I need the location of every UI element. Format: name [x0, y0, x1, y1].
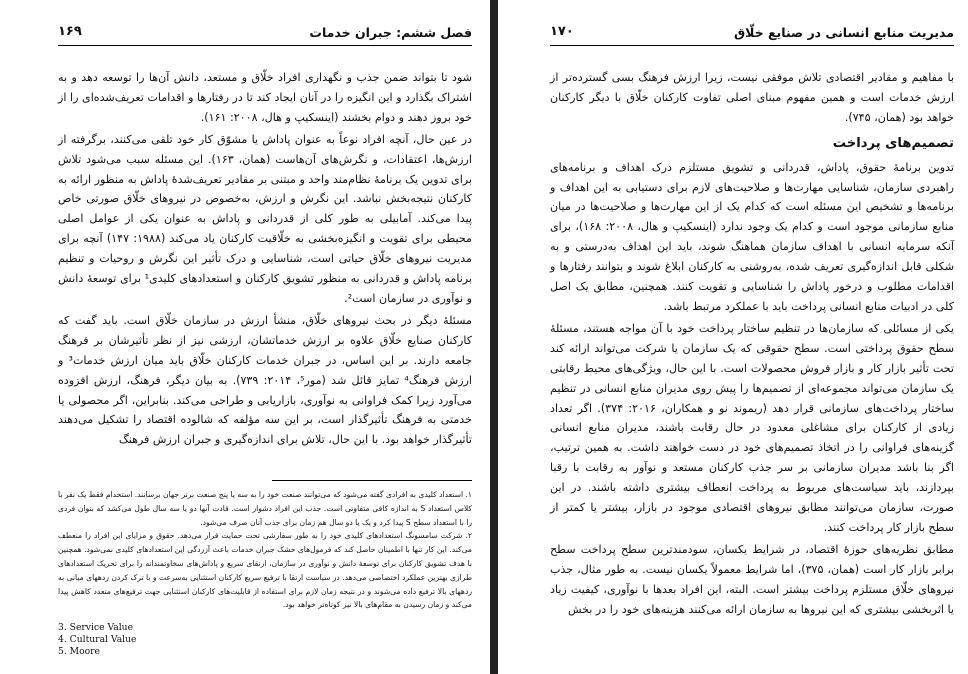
footnotes [58, 488, 472, 612]
footnote-separator [272, 480, 472, 481]
left-body-text [58, 68, 472, 452]
latin-footnotes [58, 622, 136, 657]
right-page [498, 0, 968, 674]
left-page-header [58, 22, 472, 44]
left-chapter-title: فصل ششم: جبران خدمات [309, 25, 472, 40]
footnote: ۱. استعداد کلیدی به افرادی گفته می‌شود که می‌توانند صنعت خود را به سه یا پنج صنعت برتر جهان برسانند. استخدام فقط یک نفر با کلاس استعداد S به اندازه کافی متفاوتی است. جذب این افراد دشوار است. قادت آنها دو یا سه سال طول می‌کشد که بتوان فردی را با استعداد سطح S پیدا کرد و یک یا دو سال هم زمان برای جذب آنان صرف می‌شود. [58, 490, 472, 527]
left-header-rule [58, 45, 472, 46]
section-heading: تصمیم‌های پرداخت [832, 135, 954, 151]
footnote: ۲. شرکت سامسونگ استعدادهای کلیدی خود را به طور سفارشی تحت حمایت قرار می‌دهد. حقوق و مزایای این افراد را منعطف می‌کند. این کار تنها با اطمینان حاصل کند که فرمول‌های خشک جبران خدمات باعث آزردگی این استعدادهای کلیدی نمی‌شود. همچنین با هدف تشویق کارکنان برای توسعهٔ دانش و نوآوری در سازمان، ارتقای سریع و پاداش‌های سخاوتمندانه را برای تحریک استعدادهای طرازی بهترین عملکرد اختصاصی می‌دهد. در سیاست ارتقا با ترفیع سریع کارکنان استثنایی به‌سرعت و با ترک کردن ردههای میانی به ردههای بالا ترفیع داده می‌شوند و در نتیجه زمان لازم برای استفاده از قابلیت‌های کارکنان استثنایی جهت ترفیع‌های متعدد کاهش پیدا می‌کند و زمان رسیدن به مقام‌های بالا نیز کوتاه‌تر خواهد بود. [58, 531, 472, 610]
right-body-text [550, 68, 954, 621]
right-paragraph: یکی از مسائلی که سازمان‌ها در تنظیم ساختار پرداخت خود با آن مواجه هستند، مسئلهٔ سطح حقوق پرداختی است. سطح حقوقی که یک سازمان یا شرکت می‌تواند ارائه کند تحت تأثیر بازار کار و بازار فروش محصولات است. با این حال، ویژگی‌های محیط رقابتی یک سازمان می‌تواند مجموعه‌ای از تصمیم‌ها را پیش روی مدیران منابع انسانی در تنظیم ساختار پرداخت‌های سازمانی قرار دهد (ریموند نو و همکاران، ۲۰۱۶: ۳۷۴). اگر تعداد زیادی از کارکنان برای مشاغلی معدود در حال رقابت باشند، مدیران منابع انسانی گزینه‌های فراوانی را در اتخاذ تصمیم‌های خود در دست خواهند داشت. به همین ترتیب، اگر بنا باشد مدیران سازمانی بر سر جذب کارکنان مستعد و نوآور به رقابت با رقبا بپردازند، باید سیاست‌های مربوط به پرداخت انعطاف بیشتری داشته باشند. در این صورت، سازمان می‌توانند مطابق نیروهای اقتصادی موجود در بازار، بیشتر یا کمتر از سطح بازار کار پرداخت کنند. [550, 321, 954, 534]
right-book-title: مدیریت منابع انسانی در صنایع خلّاق [733, 25, 954, 40]
latin-footnote: 3. Service Value [58, 622, 134, 633]
latin-footnote: 5. Moore [58, 645, 100, 657]
book-gutter [490, 0, 498, 674]
left-page-number: ۱۶۹ [58, 24, 82, 39]
left-paragraph: در عین حال، آنچه افراد نوعاً به عنوان پاداش یا مشوّق کار خود تلقی می‌کنند، برگرفته از ارزش‌ها، اعتقادات، و نگرش‌های آن‌هاست (همان، ۱۶۳). این مسئله سبب می‌شود تلاش برای تدوین یک برنامهٔ نظام‌مند واحد و مبتنی بر مقادیر تعریف‌شدهٔ پاداش به منظور ارائه به کارکنان نتیجه‌بخش نباشد. این نگرش و ارزش، به‌خصوص در نیروهای خلّاق صورتی خاص پیدا می‌کند. آمابیلی به طور کلی از قدردانی و پاداش به عنوان یکی از عوامل اصلی محیطی برای تقویت و انگیزه‌بخشی به خلّاقیت کارکنان یاد می‌کند (۱۹۸۸: ۱۴۷) آنچه برای مدیریت نیروهای خلّاق حیاتی است، شناسایی و درک تأثیر این نگرش و روحیات و تنظیم برنامه پاداش و قدردانی به منظور تشویق کارکنان و استعدادهای کلیدی¹ برای توسعهٔ دانش و نوآوری در سازمان است². [57, 132, 472, 305]
right-page-number: ۱۷۰ [550, 24, 574, 39]
right-paragraph: مطابق نظریه‌های حوزهٔ اقتصاد، در شرایط یکسان، سودمندترین سطح پرداخت سطح برابر بازار کار است (همان، ۳۷۵)، اما شرایط معمولاً یکسان نیست. به طور مثال، جذب نیروهای خلّاق مستلزم پرداخت بیشتر است. البته، این افراد بعدها با نوآوری، کیفیت زیاد یا اثربخشی بیشتری که این نیروها به سازمان ارائه می‌کنند هزینه‌های خود را در بخش [550, 542, 954, 616]
latin-footnote: 4. Cultural Value [58, 633, 137, 645]
left-paragraph: مسئلهٔ دیگر در بحث نیروهای خلّاق، منشأ ارزش در سازمان خلّاق است. باید گفت که کارکنان صنایع خلّاق علاوه بر ارزش خدماتشان، ارزشی نیز از نظر تأثیرشان بر فرهنگ جامعه دارند. بر این اساس، در جبران خدمات کارکنان خلّاق باید میان ارزش خدمات³ و ارزش فرهنگ⁴ تمایز قائل شد (مور⁵، ۲۰۱۴: ۷۳۹). به بیان دیگر، فرهنگ، ارزش افزوده می‌آورد زیرا کمک فراوانی به نوآوری، بازاریابی و طراحی می‌کند. بنابراین، اگر محصولی یا خدمتی به فرهنگ تأثیرگذار است، بر این سه مؤلفه که شالوده اقتصاد را تشکیل می‌دهند تأثیرگذار خواهد بود. با این حال، تلاش برای اندازه‌گیری و جبران ارزش فرهنگ [58, 313, 472, 447]
left-paragraph: شود تا بتواند ضمن جذب و نگهداری افراد خلّاق و مستعد، دانش آن‌ها را توسعه دهد و به اشتراک بگذارد و این انگیزه را در آنان ایجاد کند تا در رفتارها و اقدامات تعریف‌شده‌ای را از خود بروز دهند و دوام بخشند (اینسکیپ و هال، ۲۰۰۸: ۱۶۱). [58, 71, 472, 124]
right-page-header [550, 22, 954, 44]
right-header-rule [550, 45, 954, 46]
right-paragraph: تدوین برنامهٔ حقوق، پاداش، قدردانی و تشویق مستلزم درک اهداف و برنامه‌های راهبردی سازمان، شناسایی مهارت‌ها و صلاحیت‌های لازم برای دستیابی به این اهداف و برنامه‌ها و تشخیص این مسئله است که کدام یک از این مهارت‌ها و صلاحیت‌ها در میان منابع سازمانی موجود است و کدام یک وجود ندارد (اینسکیپ و هال، ۲۰۰۸: ۱۶۸)، برای آنکه سرمایه انسانی با اهداف سازمان هماهنگ شوند، باید این اهداف به‌درستی و به شکلی قابل اندازه‌گیری تعریف شده، به‌روشنی به کارکنان ابلاغ شوند و بتوانند رفتارها و اقدامات مطلوب و درخور پاداش را شناسایی و تقویت کنند. همچنین، مطابق یک اصل کلی در ادبیات منابع انسانی پرداخت باید با عملکرد مرتبط باشد. [550, 160, 954, 313]
right-paragraph: با مفاهیم و مقادیر اقتصادی تلاش موفقی نیست، زیرا ارزش فرهنگ بسی گسترده‌تر از ارزش خدمات است و همین مفهوم مبنای اصلی تفاوت کارکنان خلّاق با دیگر کارکنان خواهد بود (همان، ۷۴۵). [550, 71, 954, 124]
